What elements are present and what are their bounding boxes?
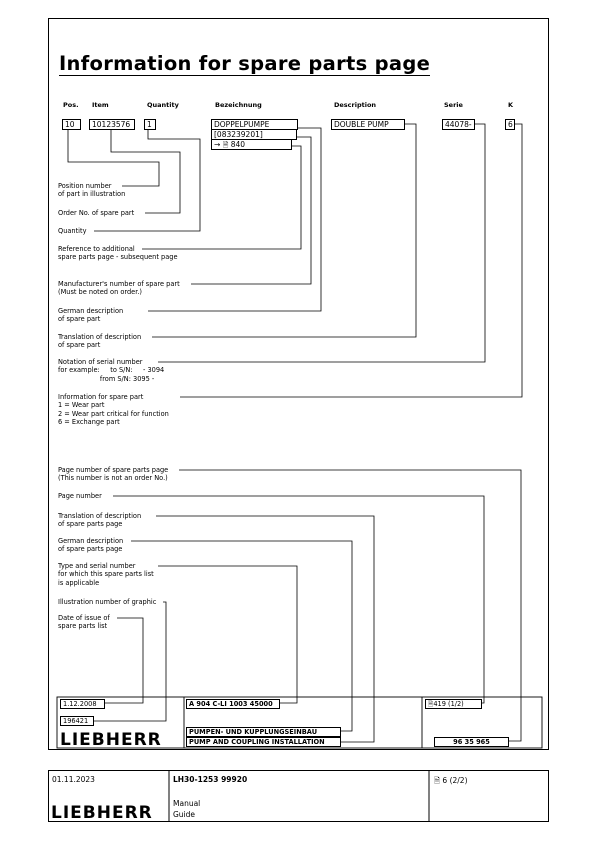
example-quantity: 1 xyxy=(144,119,156,130)
footer-doc-id: LH30-1253 99920 xyxy=(173,775,248,784)
example-page-ref xyxy=(211,139,292,150)
label-serial: Notation of serial number for example: to S/N: - 3094 from S/N: 3095 - xyxy=(58,358,165,383)
label-page-number: Page number xyxy=(58,492,102,500)
arrow-icon: → xyxy=(214,140,221,149)
label-position: Position number of part in illustration xyxy=(58,182,126,199)
header-pos: Pos. xyxy=(63,101,79,109)
footer-manual: Manual xyxy=(173,799,201,808)
example-item: 10123576 xyxy=(89,119,135,130)
header-serie: Serie xyxy=(444,101,463,109)
document-icon: 🗎 xyxy=(428,700,434,708)
footer-date: 01.11.2023 xyxy=(52,775,95,784)
example-k: 6 xyxy=(505,119,515,130)
document-icon: 🗎 xyxy=(434,776,441,785)
label-page-number-sp: Page number of spare parts page (This number is not an order No.) xyxy=(58,466,169,483)
label-type-serial: Type and serial number for which this spare parts list is applicable xyxy=(58,562,154,587)
label-translation-page: Translation of description of spare parts page xyxy=(58,512,142,529)
footer-liebherr-logo: LIEBHERR xyxy=(51,803,153,823)
example-serie: 44078- xyxy=(442,119,475,130)
footer-guide: Guide xyxy=(173,810,196,819)
label-german: German description of spare part xyxy=(58,307,124,324)
sample-page-ref xyxy=(425,699,482,709)
label-german-page: German description of spare parts page xyxy=(58,537,124,554)
example-description: DOUBLE PUMP xyxy=(331,119,405,130)
sample-english-title: PUMP AND COUPLING INSTALLATION xyxy=(186,737,341,747)
example-bezeichnung: DOPPELPUMPE xyxy=(211,119,298,130)
header-item: Item xyxy=(92,101,109,109)
sample-german-title: PUMPEN- UND KUPPLUNGSEINBAU xyxy=(186,727,341,737)
header-description: Description xyxy=(334,101,377,109)
example-manufacturer-no: [083239201] xyxy=(211,129,297,140)
footer-page xyxy=(434,775,468,788)
header-quantity: Quantity xyxy=(147,101,179,109)
label-info: Information for spare part 1 = Wear part 2 = Wear part critical for function 6 = Exchange part xyxy=(58,393,169,427)
sample-order-page: 96 35 965 xyxy=(434,737,509,747)
label-illustration: Illustration number of graphic xyxy=(58,598,157,606)
example-pos: 10 xyxy=(62,119,81,130)
document-icon: 🗎 xyxy=(222,141,229,149)
label-quantity: Quantity xyxy=(58,227,87,235)
sample-date: 1.12.2008 xyxy=(60,699,105,709)
label-date-issue: Date of issue of spare parts list xyxy=(58,614,110,631)
sample-liebherr-logo: LIEBHERR xyxy=(60,730,162,750)
label-translation: Translation of description of spare part xyxy=(58,333,142,350)
page-footer xyxy=(48,770,549,822)
page-title: Information for spare parts page xyxy=(59,52,431,75)
footer-page-value: 6 (2/2) xyxy=(442,776,468,785)
example-page-ref-value: 840 xyxy=(230,140,246,149)
sample-page-ref-value: 419 (1/2) xyxy=(433,700,464,708)
label-manufacturer: Manufacturer's number of spare part (Must be noted on order.) xyxy=(58,280,180,297)
label-order-no: Order No. of spare part xyxy=(58,209,135,217)
sample-type-serial: A 904 C-LI 1003 45000 xyxy=(186,699,280,709)
header-k: K xyxy=(508,101,514,109)
label-reference: Reference to additional spare parts page - subsequent page xyxy=(58,245,178,262)
header-bezeichnung: Bezeichnung xyxy=(215,101,262,109)
sample-illustration-no: 196421 xyxy=(60,716,94,726)
